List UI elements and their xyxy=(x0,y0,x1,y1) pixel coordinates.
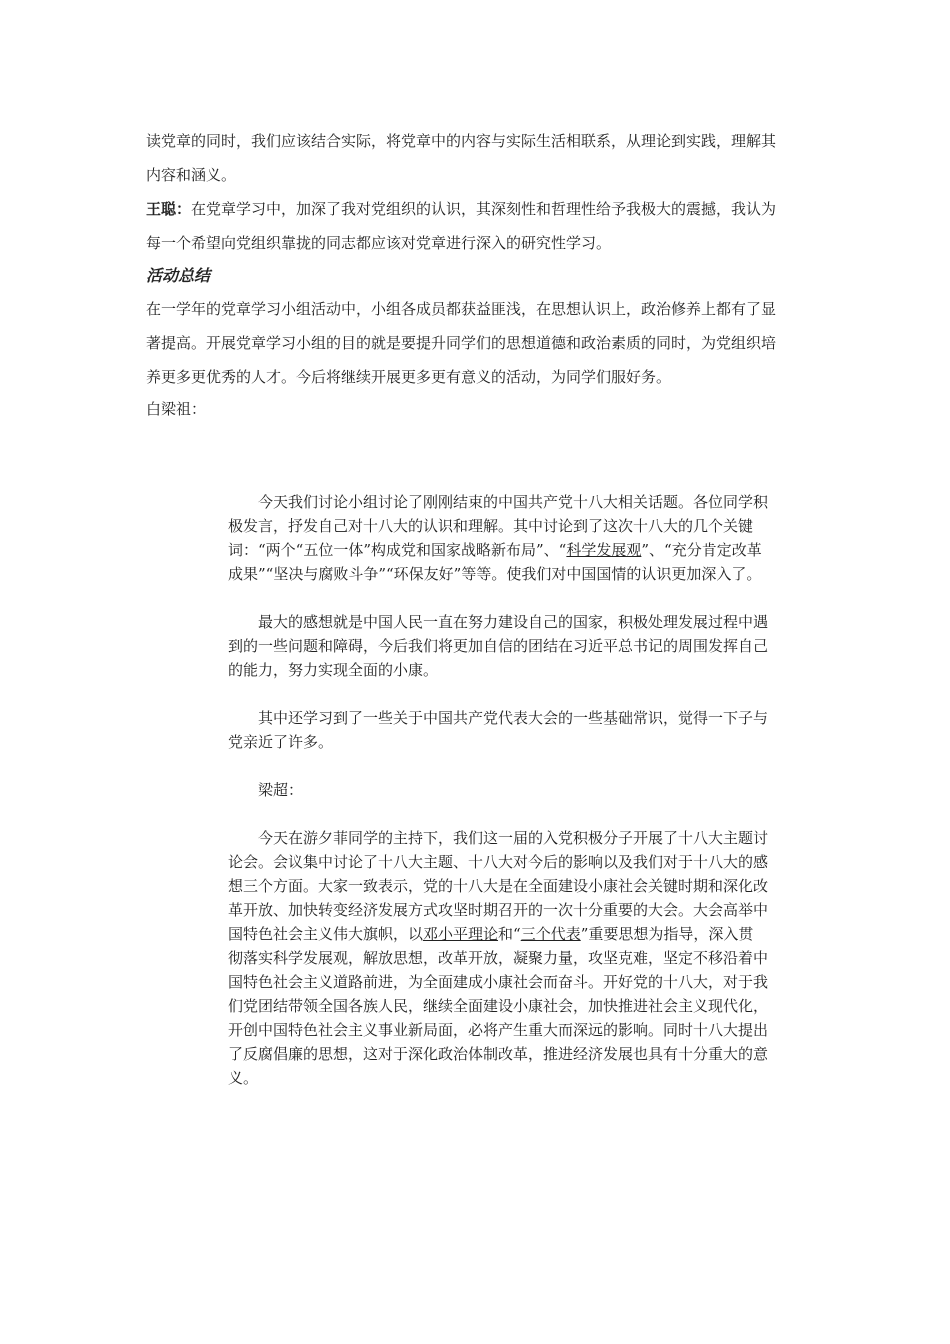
indented-block xyxy=(228,490,768,1114)
paragraph-dangzhang: 读党章的同时，我们应该结合实际，将党章中的内容与实际生活相联系，从理论到实践，理解其内容和涵义。 xyxy=(146,132,777,184)
discussion-text-a: 今天我们讨论小组讨论了刚刚结束的中国共产党十八大相关话题。各位同学积极发言，抒发自己对十八大的认识和理解。其中讨论到了这次十八大的几个关键词：“两个“五位一体”构成党和国家战略新布局”、“ xyxy=(228,493,769,559)
link-three-represents[interactable]: 三个代表 xyxy=(520,925,581,943)
link-kexue-fazhanguan[interactable]: 科学发展观 xyxy=(566,541,642,559)
paragraph-liangchao xyxy=(228,826,768,1090)
paragraph-wangcong xyxy=(146,192,786,260)
wangcong-text: 在党章学习中，加深了我对党组织的认识，其深刻性和哲理性给予我极大的震撼，我认为每一个希望向党组织靠拢的同志都应该对党章进行深入的研究性学习。 xyxy=(146,200,777,252)
discussion-text-b: ”、“充分肯定改革成果”“坚决与腐败斗争”“环保友好”等等。使我们对中国国情的认识更加深入了。 xyxy=(228,541,762,583)
liangchao-text-a: 今天在游夕菲同学的主持下，我们这一届的入党积极分子开展了十八大主题讨论会。会议集中讨论了十八大主题、十八大对今后的影响以及我们对于十八大的感想三个方面。大家一致表示，党的十八大是在全面建设小康社会关键时期和深化改革开放、加快转变经济发展方式攻坚时期召开的一次十分重要的大会。大会高举中国特色社会主义伟大旗帜，以 xyxy=(228,829,769,943)
top-section xyxy=(146,124,786,424)
liangchao-text-b: 和“ xyxy=(498,925,521,943)
paragraph-knowledge: 其中还学习到了一些关于中国共产党代表大会的一些基础常识，觉得一下子与党亲近了许多。 xyxy=(228,709,769,751)
link-deng-theory[interactable]: 邓小平理论 xyxy=(423,925,499,943)
paragraph-feelings: 最大的感想就是中国人民一直在努力建设自己的国家，积极处理发展过程中遇到的一些问题和障碍，今后我们将更加自信的团结在习近平总书记的周围发挥自己的能力，努力实现全面的小康。 xyxy=(228,613,769,679)
section-heading: 活动总结 xyxy=(146,266,211,285)
paragraph-discussion xyxy=(228,490,768,586)
speaker-liangchao: 梁超： xyxy=(258,781,304,799)
speaker-bailiangzu: 白梁祖： xyxy=(146,400,207,418)
paragraph-summary: 在一学年的党章学习小组活动中，小组各成员都获益匪浅，在思想认识上，政治修养上都有了显著提高。开展党章学习小组的目的就是要提升同学们的思想道德和政治素质的同时，为党组织培养更多更优秀的人才。今后将继续开展更多更有意义的活动，为同学们服好务。 xyxy=(146,300,777,386)
speaker-wangcong: 王聪： xyxy=(146,200,192,218)
liangchao-text-c: ”重要思想为指导，深入贯彻落实科学发展观，解放思想，改革开放，凝聚力量，攻坚克难，坚定不移沿着中国特色社会主义道路前进，为全面建成小康社会而奋斗。开好党的十八大，对于我们党团结带领全国各族人民，继续全面建设小康社会，加快推进社会主义现代化，开创中国特色社会主义事业新局面，必将产生重大而深远的影响。同时十八大提出了反腐倡廉的思想，这对于深化政治体制改革，推进经济发展也具有十分重大的意义。 xyxy=(228,925,769,1087)
